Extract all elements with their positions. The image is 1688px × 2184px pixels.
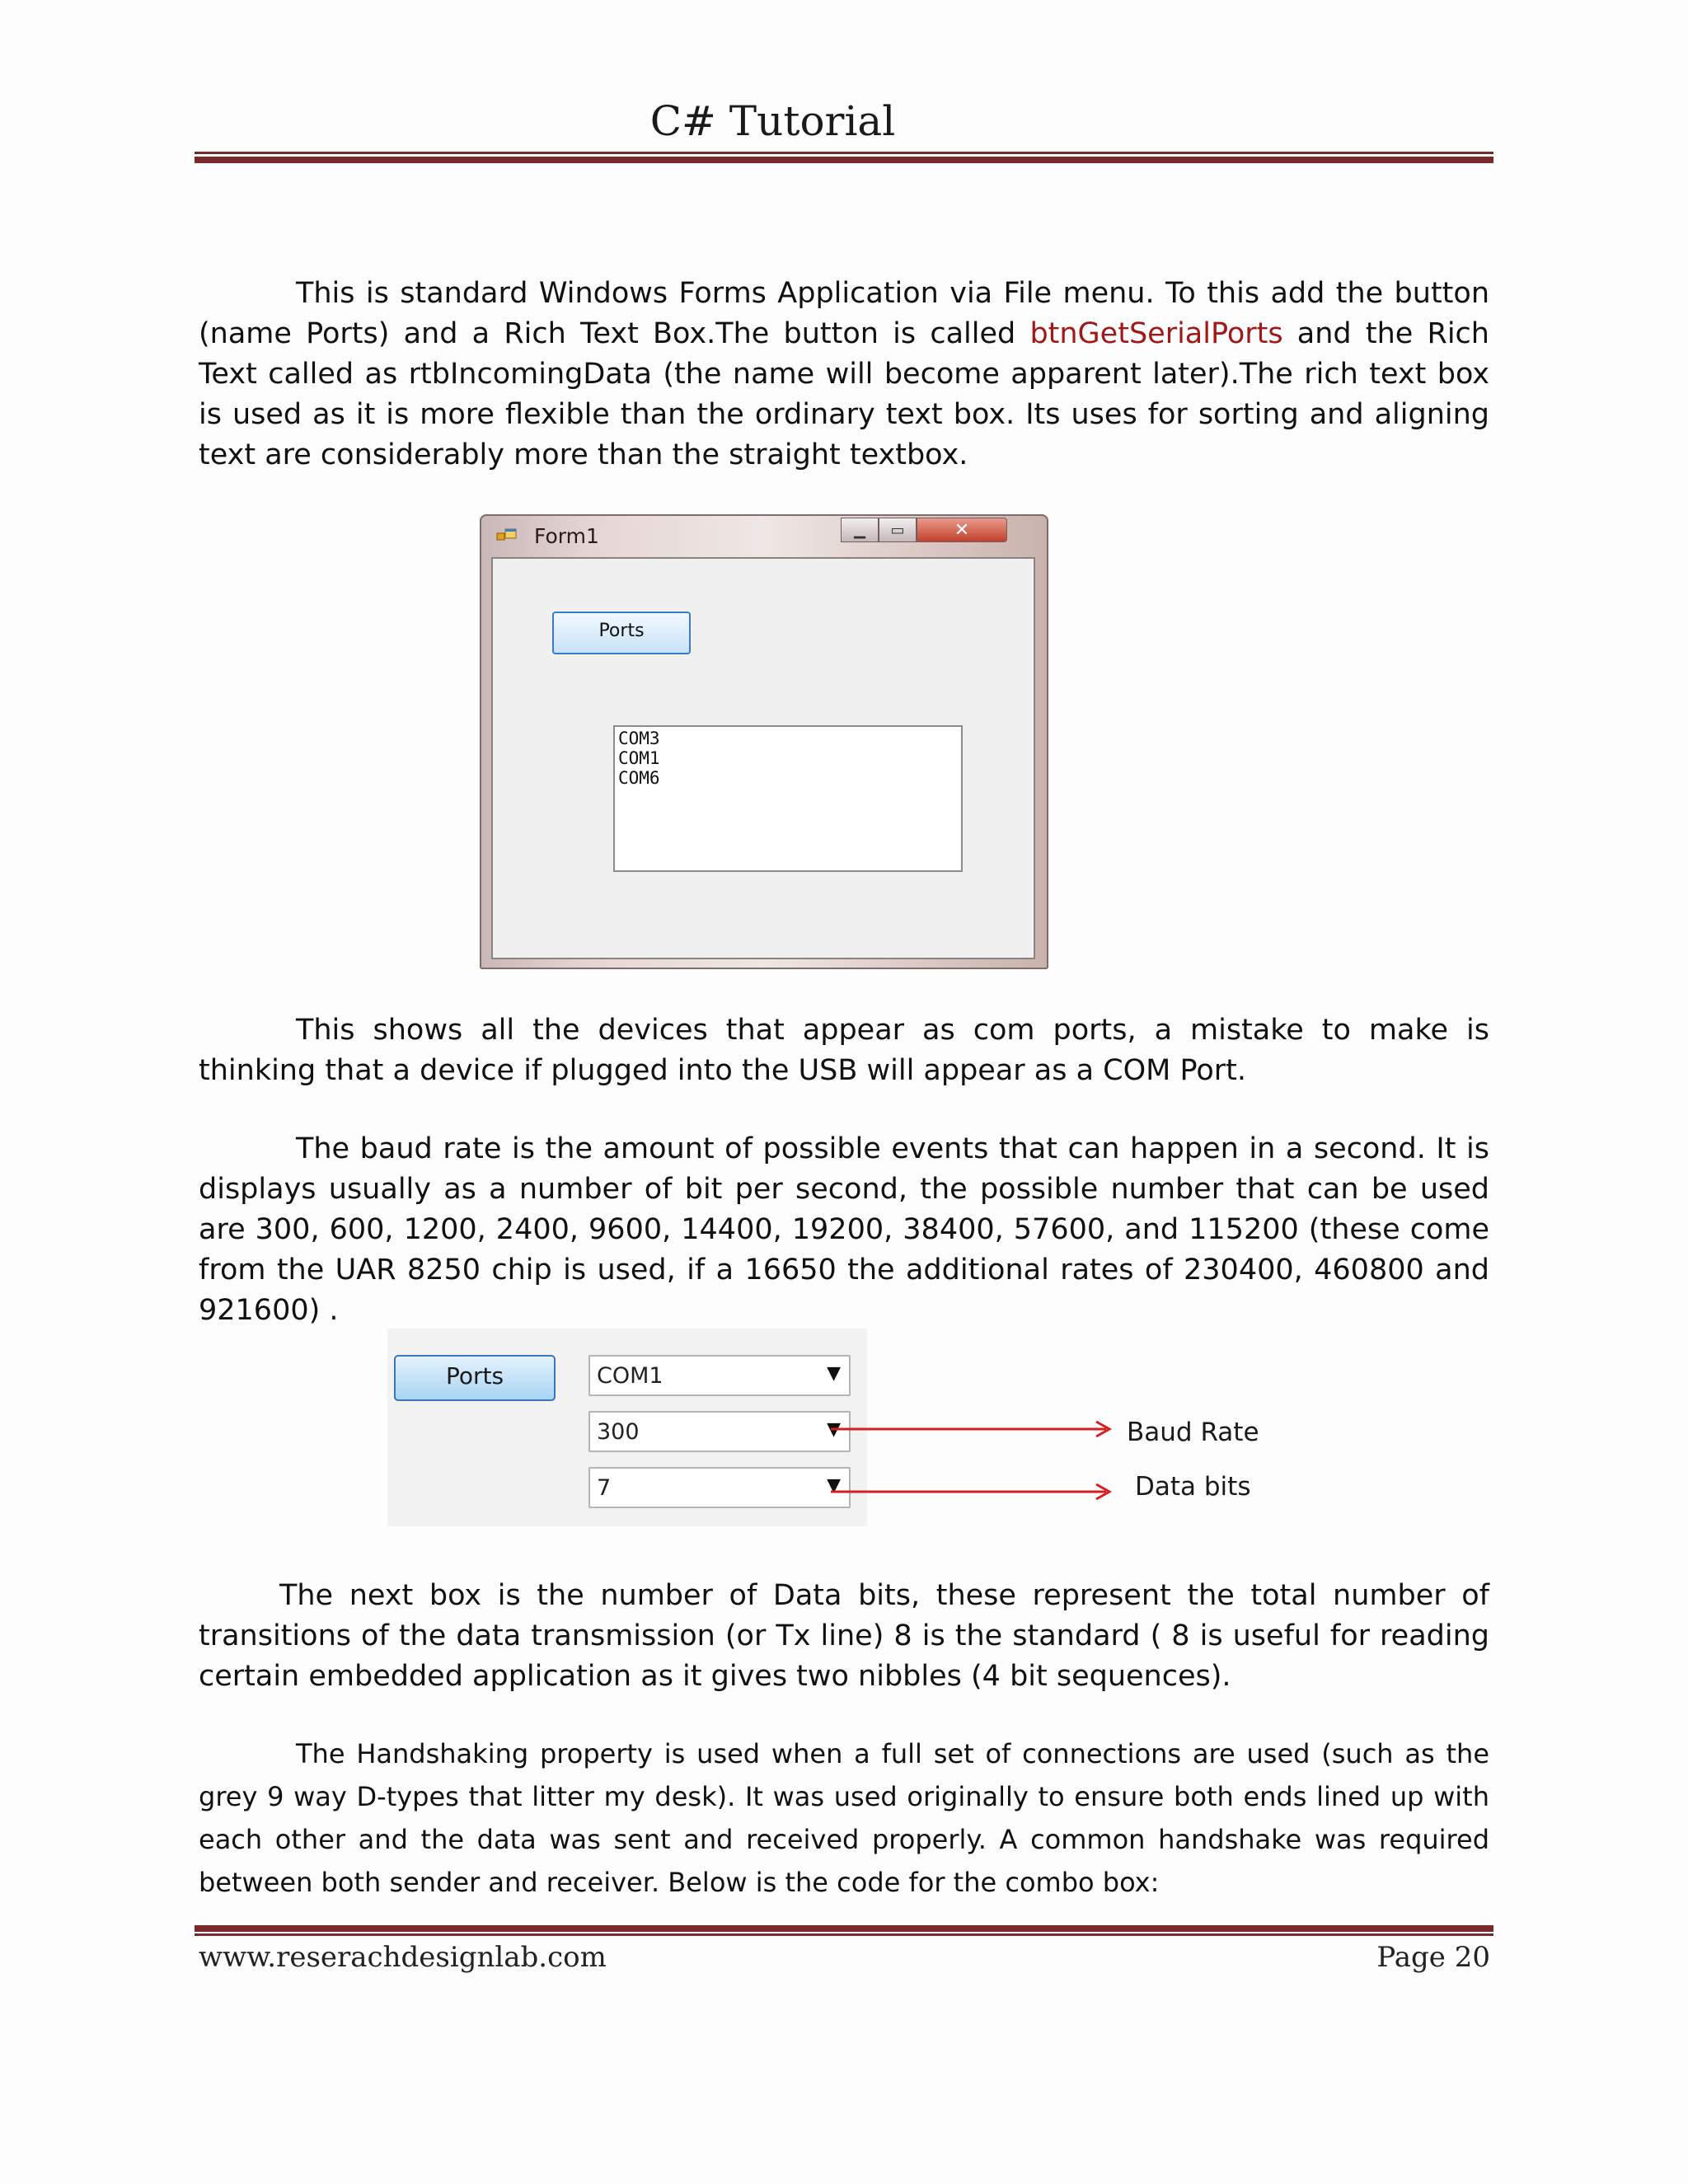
data-bits-arrowhead: [1096, 1484, 1109, 1499]
ports-button[interactable]: Ports: [552, 612, 691, 654]
page-title: C# Tutorial: [649, 97, 896, 145]
paragraph-baud-rate-text: The baud rate is the amount of possible events that can happen in a second. It is displays usually as a number of bit per second, the possible number that can be used are 300, 600, 1200, 2400, 9600, 14400, 19200, 38400, 57600, and 115200 (these come from the UAR 8250 chip is used, if a 16650 the additional rates of 230400, 460800 and 921600) .: [199, 1132, 1489, 1327]
paragraph-handshaking: [199, 1732, 1489, 1904]
maximize-icon[interactable]: ▭: [879, 518, 917, 542]
paragraph-handshaking-text: The Handshaking property is used when a full set of connections are used (such as the grey 9 way D-types that litter my desk). It was used originally to ensure both ends lined up with each other and the data was sent and received properly. A common handshake was required between both sender and receiver. Below is the code for the combo box:: [199, 1738, 1489, 1898]
header-rule-thick: [195, 157, 1493, 163]
header-rule-thin: [195, 152, 1493, 154]
minimize-icon[interactable]: ▁: [841, 518, 879, 542]
baud-rate-label: Baud Rate: [1127, 1418, 1259, 1447]
combo-figure: [387, 1329, 867, 1526]
port-combo-value: COM1: [597, 1363, 663, 1389]
paragraph-intro-text-a: This is standard Windows Forms Application via File menu. To this add the button (name Ports) and a Rich Text Box.The button is called: [199, 277, 1489, 350]
footer-page-number: Page 20: [1376, 1941, 1490, 1974]
baud-rate-combo[interactable]: [588, 1411, 851, 1452]
paragraph-baud-rate: [199, 1129, 1489, 1331]
window-controls: [841, 518, 1007, 544]
rtb-line: COM1: [618, 748, 660, 768]
rich-text-box[interactable]: [613, 725, 963, 872]
form-client-area: [491, 557, 1035, 959]
footer-rule-thick: [195, 1925, 1493, 1932]
paragraph-intro-text-b: and the Rich Text called as rtbIncomingData (the name will become apparent later).The rich text box is used as it is more flexible than the ordinary text box. Its uses for sorting and aligning text are considerably more than the straight textbox.: [199, 317, 1489, 471]
paragraph-intro-highlight: btnGetSerialPorts: [1029, 317, 1283, 350]
footer-website: www.reserachdesignlab.com: [199, 1941, 607, 1974]
dropdown-arrow-icon[interactable]: ▼: [827, 1419, 841, 1440]
rtb-line: COM3: [618, 729, 660, 748]
window-title: Form1: [534, 524, 599, 548]
footer-rule-thin: [195, 1933, 1493, 1936]
data-bits-label: Data bits: [1135, 1472, 1251, 1502]
paragraph-data-bits-text: The next box is the number of Data bits, these represent the total number of transitions of the data transmission (or Tx line) 8 is the standard ( 8 is useful for reading certain embedded application as it gives two nibbles (4 bit sequences).: [199, 1579, 1489, 1693]
ports-button-2[interactable]: Ports: [394, 1355, 556, 1401]
rtb-line: COM6: [618, 768, 660, 788]
data-bits-combo[interactable]: [588, 1467, 851, 1508]
baud-rate-combo-value: 300: [597, 1419, 640, 1445]
data-bits-combo-value: 7: [597, 1475, 612, 1501]
paragraph-intro: [199, 274, 1489, 476]
close-icon[interactable]: ✕: [917, 518, 1007, 542]
dropdown-arrow-icon[interactable]: ▼: [827, 1475, 841, 1496]
port-combo[interactable]: [588, 1355, 851, 1396]
paragraph-data-bits: [199, 1576, 1489, 1697]
baud-rate-arrowhead: [1096, 1422, 1109, 1436]
form1-window-figure: [480, 514, 1048, 969]
paragraph-com-ports: [199, 1010, 1489, 1091]
paragraph-com-ports-text: This shows all the devices that appear as com ports, a mistake to make is thinking that a device if plugged into the USB will appear as a COM Port.: [199, 1014, 1489, 1087]
form-app-icon: [496, 527, 518, 544]
dropdown-arrow-icon[interactable]: ▼: [827, 1363, 841, 1384]
